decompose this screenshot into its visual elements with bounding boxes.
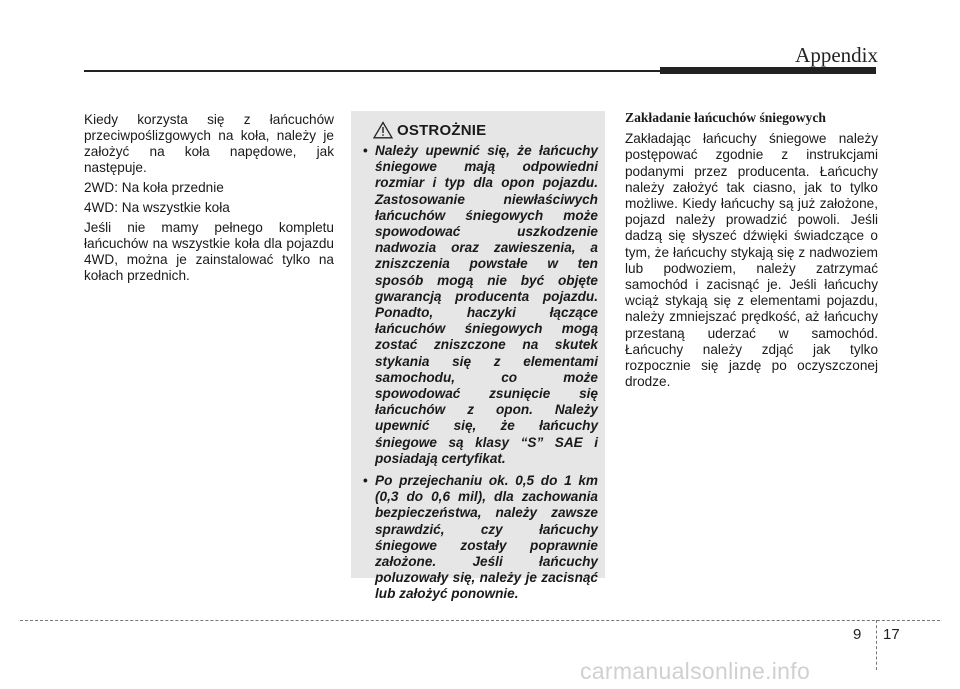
warning-triangle-icon (373, 121, 393, 139)
right-column (625, 110, 878, 390)
header-rule-accent (660, 67, 876, 74)
caution-bullet-text: Po przejechaniu ok. 0,5 do 1 km (0,3 do 0,6 mil), dla zachowania bezpieczeństwa, należy zawsze sprawdzić, czy łańcuchy śniegowe zostały poprawnie założone. Jeśli łańcuchy poluzowały się, należy je zacisnąć lub założyć ponownie. (375, 473, 598, 602)
page-number: 17 (883, 626, 900, 643)
paragraph: Zakładając łańcuchy śniegowe należy postępować zgodnie z instrukcjami podanymi przez producenta. Łańcuchy należy założyć tak ciasno, jak to tylko możliwe. Kiedy łańcuchy są już założone, pojazd należy prowadzić powoli. Jeśli dadzą się słyszeć dźwięki świadczące o tym, że łańcuchy stykają się z nadwoziem lub podwoziem, należy zatrzymać samochód i zacisnąć je. Jeśli łańcuchy wciąż stykają się z elementami pojazdu, należy zmniejszać prędkość, aż łańcuchy przestaną uderzać w samochód. Łańcuchy należy zdjąć jak tylko rozpocznie się jazdę po oczyszczonej drodze. (625, 131, 878, 390)
bullet-icon: • (363, 473, 368, 489)
page-number-divider (876, 620, 877, 670)
chapter-number: 9 (853, 626, 862, 643)
subsection-title: Zakładanie łańcuchów śniegowych (625, 110, 826, 125)
bullet-icon: • (363, 143, 368, 158)
caution-bullet (363, 143, 598, 467)
left-column (84, 112, 334, 288)
header-rule (84, 70, 660, 72)
caution-title: OSTROŻNIE (397, 121, 487, 139)
footer-rule (20, 620, 940, 621)
watermark: carmanualsonline.info (580, 658, 811, 684)
section-title: Appendix (795, 43, 878, 67)
caution-box (351, 111, 605, 602)
caution-bullet (363, 473, 598, 603)
caution-header (363, 121, 598, 139)
paragraph: 2WD: Na koła przednie (84, 180, 224, 195)
paragraph: Kiedy korzysta się z łańcuchów przeciwpoślizgowych na koła, należy je założyć na koła napędowe, jak następuje. (84, 112, 334, 175)
caution-bullet-text: Należy upewnić się, że łańcuchy śniegowe mają odpowiedni rozmiar i typ dla opon pojazdu. Zastosowanie niewłaściwych łańcuchów śniegowych może spowodować uszkodzenie nadwozia oraz zawieszenia, a zniszczenia powstałe w ten sposób mogą nie być objęte gwarancją producenta pojazdu. Ponadto, haczyki łączące łańcuchów śniegowych mogą zostać zniszczone na skutek stykania się z elementami samochodu, co może spowodować zsunięcie się łańcuchów z opon. Należy upewnić się, że łańcuchy śniegowe są klasy “S” SAE i posiadają certyfikat. (375, 143, 598, 466)
paragraph: 4WD: Na wszystkie koła (84, 200, 230, 215)
paragraph: Jeśli nie mamy pełnego kompletu łańcuchów na wszystkie koła dla pojazdu 4WD, można je zainstalować tylko na kołach przednich. (84, 220, 334, 283)
